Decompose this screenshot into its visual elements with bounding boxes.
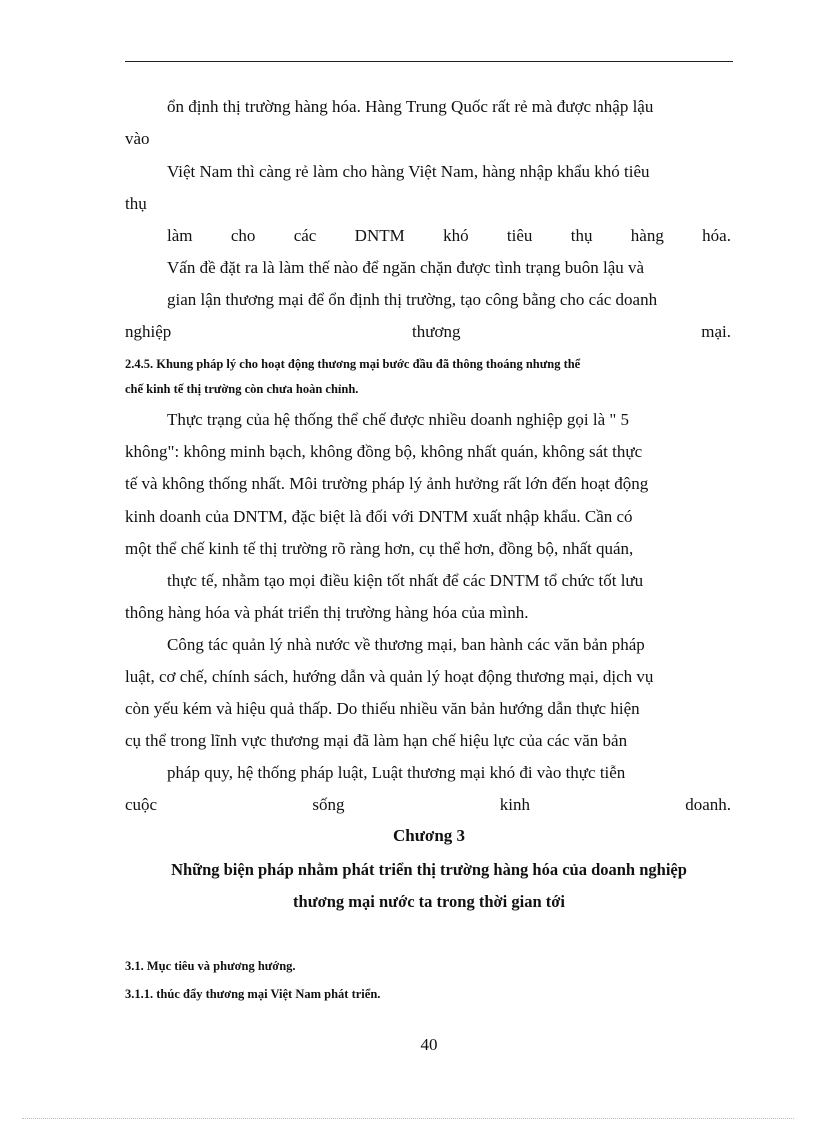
body-line-8: không": không minh bạch, không đồng bộ, không nhất quán, không sát thực bbox=[125, 442, 643, 461]
body-line-7: Thực trạng của hệ thống thể chế được nhiều doanh nghiệp gọi là " 5 bbox=[167, 410, 630, 429]
word: nghiệp bbox=[125, 322, 172, 341]
section-heading-245-line1: 2.4.5. Khung pháp lý cho hoạt động thương mại bước đầu đã thông thoáng nhưng thể bbox=[125, 357, 581, 371]
page-number: 40 bbox=[420, 1035, 438, 1054]
footer-dotted-rule bbox=[22, 1118, 794, 1119]
chapter-title-line2: thương mại nước ta trong thời gian tới bbox=[293, 892, 565, 911]
word: hàng bbox=[630, 226, 664, 245]
body-line-17: cụ thể trong lĩnh vực thương mại đã làm hạn chế hiệu lực của các văn bản bbox=[125, 731, 628, 750]
section-heading-245-line2: chế kinh tế thị trường còn chưa hoàn chỉnh. bbox=[125, 382, 359, 396]
body-line-justified-2 bbox=[125, 322, 731, 342]
body-line-3: Việt Nam thì càng rẻ làm cho hàng Việt Nam, hàng nhập khẩu khó tiêu bbox=[167, 162, 650, 181]
body-line-5: Vấn đề đặt ra là làm thế nào để ngăn chặn được tình trạng buôn lậu và bbox=[167, 258, 645, 277]
body-line-2: vào bbox=[125, 129, 150, 148]
word: tiêu bbox=[506, 226, 533, 245]
body-line-11: một thể chế kinh tế thị trường rõ ràng hơn, cụ thể hơn, đồng bộ, nhất quán, bbox=[125, 539, 634, 558]
chapter-number: Chương 3 bbox=[392, 826, 466, 845]
word: cuộc bbox=[125, 795, 158, 814]
word: khó bbox=[443, 226, 469, 245]
body-line-16: còn yếu kém và hiệu quả thấp. Do thiếu nhiều văn bản hướng dẫn thực hiện bbox=[125, 699, 640, 718]
body-line-10: kinh doanh của DNTM, đặc biệt là đối với DNTM xuất nhập khẩu. Cần có bbox=[125, 507, 633, 526]
chapter-title-line1: Những biện pháp nhằm phát triển thị trường hàng hóa của doanh nghiệp bbox=[171, 860, 687, 879]
word: DNTM bbox=[354, 226, 405, 245]
body-line-15: luật, cơ chế, chính sách, hướng dẫn và quản lý hoạt động thương mại, dịch vụ bbox=[125, 667, 654, 686]
body-line-justified-1 bbox=[167, 226, 731, 246]
word: làm bbox=[167, 226, 193, 245]
body-line-14: Công tác quản lý nhà nước về thương mại, ban hành các văn bản pháp bbox=[167, 635, 645, 654]
word: kinh bbox=[499, 795, 530, 814]
section-heading-31: 3.1. Mục tiêu và phương hướng. bbox=[125, 959, 296, 973]
body-line-6: gian lận thương mại để ổn định thị trường, tạo công bằng cho các doanh bbox=[167, 290, 658, 309]
word: hóa. bbox=[702, 226, 731, 245]
body-line-1: ổn định thị trường hàng hóa. Hàng Trung Quốc rất rẻ mà được nhập lậu bbox=[167, 97, 654, 116]
body-line-justified-3 bbox=[125, 795, 731, 815]
word: doanh. bbox=[685, 795, 731, 814]
section-heading-311: 3.1.1. thúc đẩy thương mại Việt Nam phát triển. bbox=[125, 987, 381, 1001]
body-line-4: thụ bbox=[125, 194, 147, 213]
word: thương bbox=[412, 322, 461, 341]
word: mại. bbox=[701, 322, 731, 341]
body-line-18: pháp quy, hệ thống pháp luật, Luật thương mại khó đi vào thực tiễn bbox=[167, 763, 626, 782]
body-line-12: thực tế, nhằm tạo mọi điều kiện tốt nhất để các DNTM tổ chức tốt lưu bbox=[167, 571, 644, 590]
word: cho bbox=[230, 226, 256, 245]
header-rule bbox=[125, 61, 733, 62]
word: thụ bbox=[570, 226, 593, 245]
word: sống bbox=[312, 795, 345, 814]
body-line-13: thông hàng hóa và phát triển thị trường hàng hóa của mình. bbox=[125, 603, 529, 622]
body-line-9: tế và không thống nhất. Môi trường pháp lý ảnh hưởng rất lớn đến hoạt động bbox=[125, 474, 649, 493]
word: các bbox=[293, 226, 317, 245]
